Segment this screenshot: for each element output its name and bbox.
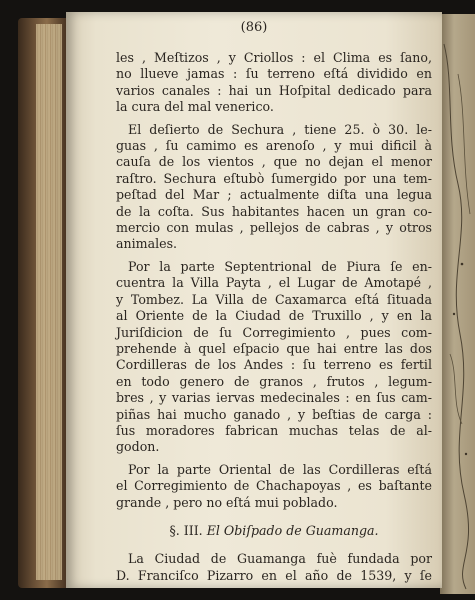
facing-map-page	[440, 14, 475, 594]
text-line: el Corregimiento de Chachapoyas , es baſtante	[116, 478, 432, 494]
text-line: grande , pero no eſtá mui poblado.	[116, 494, 338, 510]
map-illustration	[440, 14, 475, 594]
page-number: (86)	[240, 20, 268, 35]
text-line: al Oriente de la Ciudad de Truxillo , y en la	[116, 308, 432, 324]
text-line: piñas hai mucho ganado , y beſtias de carga :	[116, 406, 432, 422]
paragraph-1	[116, 50, 432, 116]
text-line: peſtad del Mar ; actualmente diſta una legua	[116, 187, 432, 203]
text-line: El deſierto de Sechura , tiene 25. ò 30. le-	[128, 121, 432, 137]
book-page	[66, 12, 442, 588]
text-line: ſus moradores fabrican muchas telas de al-	[116, 422, 432, 438]
paragraph-2	[116, 122, 432, 253]
text-line: La Ciudad de Guamanga fuè fundada por	[128, 551, 432, 567]
paragraph-3	[116, 259, 432, 456]
text-line: y Tombez. La Villa de Caxamarca eſtá ſituada	[116, 291, 432, 307]
text-line: Juriſdicion de ſu Corregimiento , pues com-	[116, 324, 432, 340]
text-line: la cura del mal venerico.	[116, 99, 274, 115]
text-line: no llueve jamas : ſu terreno eſtá dividido en	[116, 66, 432, 82]
text-line: prehende à quel eſpacio que hai entre las dos	[116, 340, 432, 356]
text-line: en todo genero de granos , frutos , legum-	[116, 373, 432, 389]
text-line: mercio con mulas , pellejos de cabras , y otros	[116, 220, 432, 236]
text-line: guas , ſu camimo es arenoſo , y mui dificil à	[116, 138, 432, 154]
text-line: de la coſta. Sus habitantes hacen un gran co-	[116, 203, 432, 219]
text-line: animales.	[116, 236, 178, 252]
text-line: D. Franciſco Pizarro en el año de 1539, y ſe	[116, 567, 432, 583]
paragraph-4	[116, 462, 432, 511]
text-line: les , Meſtizos , y Criollos : el Clima es ſano,	[116, 50, 432, 65]
text-line: Por la parte Oriental de las Cordilleras eſtá	[128, 461, 432, 477]
text-line: Cordilleras de los Andes : ſu terreno es fertil	[116, 357, 432, 373]
paragraph-5	[116, 551, 432, 584]
text-line: cauſa de los vientos , que no dejan el menor	[116, 154, 432, 170]
section-number: §. III.	[169, 522, 203, 538]
text-line: varios canales : hai un Hoſpital dedicado para	[116, 82, 432, 98]
section-heading	[116, 523, 432, 539]
text-line: cuentra la Villa Payta , el Lugar de Amotapé ,	[116, 275, 432, 291]
page-text	[116, 50, 432, 584]
text-line: Por la parte Septentrional de Piura ſe en-	[128, 258, 432, 274]
section-title: El Obiſpado de Guamanga.	[206, 522, 379, 538]
page-edges	[36, 24, 62, 580]
text-line: raſtro. Sechura eſtubò ſumergido por una tem-	[116, 170, 432, 186]
text-line: bres , y varias iervas medecinales : en ſus cam-	[116, 390, 432, 406]
text-line: godon.	[116, 439, 160, 455]
